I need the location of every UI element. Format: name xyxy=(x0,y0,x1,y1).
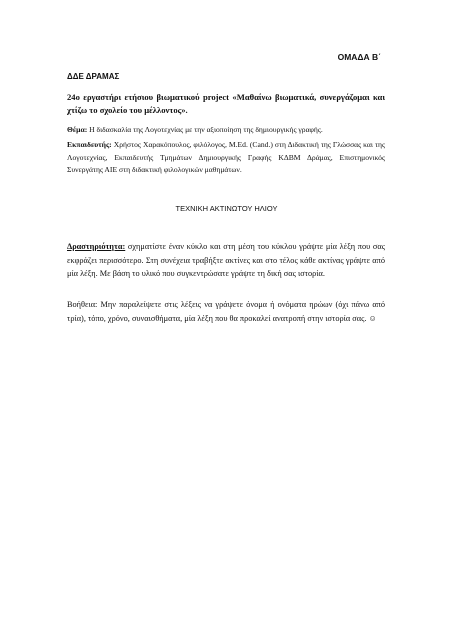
trainer-text: Χρήστος Χαρακόπουλος, φιλόλογος, M.Ed. (Cand.) στη Διδακτική της Γλώσσας και της Λογοτεχνίας, Εκπαιδευτής Τμημάτων Δημιουργικής Γραφής ΚΔΒΜ Δράμας, Επιστημονικός Συνεργάτης ΑΙΕ στη διδακτική φιλολογικών μαθημάτων. xyxy=(67,140,385,174)
theme-paragraph xyxy=(67,124,385,135)
group-label: ΟΜΑΔΑ Β΄ xyxy=(337,52,381,62)
activity-label: Δραστηριότητα: xyxy=(67,242,126,251)
help-paragraph: Βοήθεια: Μην παραλείψετε στις λέξεις να γράψετε όνομα ή ονόματα ηρώων (όχι πάνω από τρία), τόπο, χρόνο, συναισθήματα, μία λέξη που θα προκαλεί ανατροπή στην ιστορία σας. ☺ xyxy=(67,300,385,323)
project-title: 24ο εργαστήρι ετήσιου βιωματικού project «Μαθαίνω βιωματικά, συνεργάζομαι και χτίζω το σχολείο του μέλλοντος». xyxy=(67,92,385,115)
trainer-paragraph xyxy=(67,139,385,177)
activity-paragraph xyxy=(67,240,385,281)
activity-text: σχηματίστε έναν κύκλο και στη μέση του κύκλου γράψτε μία λέξη που σας εκφράζει περισσότερο. Στη συνέχεια τραβήξτε ακτίνες και στο τέλος κάθε ακτίνας γράψτε από μία λέξη. Με βάση το υλικό που συγκεντρώσατε γράψτε τη δική σας ιστορία. xyxy=(67,242,385,278)
theme-label: Θέμα: xyxy=(67,125,88,134)
trainer-label: Εκπαιδευτής: xyxy=(67,140,112,149)
school-name: ΔΔΕ ΔΡΑΜΑΣ xyxy=(67,72,120,81)
theme-text: Η διδασκαλία της Λογοτεχνίας με την αξιοποίηση της δημιουργικής γραφής. xyxy=(87,125,323,134)
technique-title: ΤΕΧΝΙΚΗ ΑΚΤΙΝΩΤΟΥ ΗΛΙΟΥ xyxy=(175,204,278,213)
